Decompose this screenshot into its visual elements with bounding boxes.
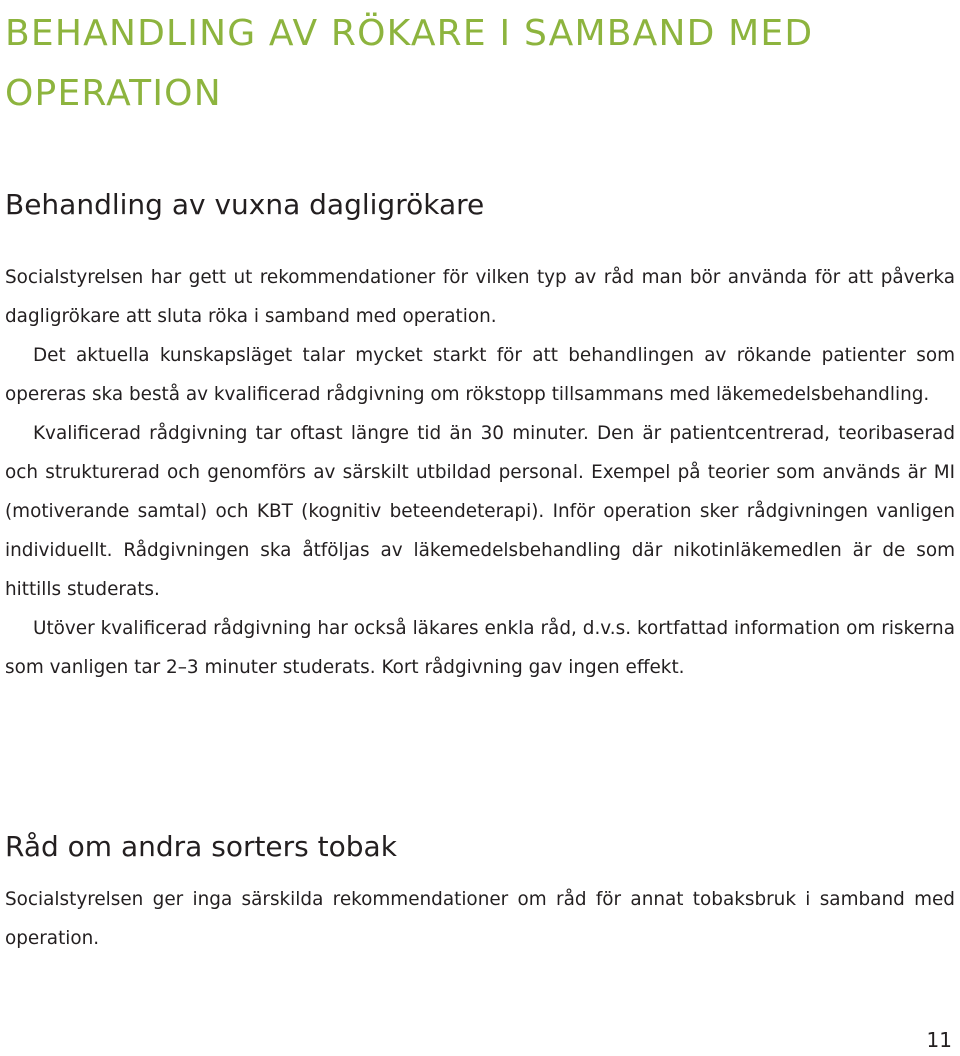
paragraph: Socialstyrelsen ger inga särskilda rekommendationer om råd för annat tobaksbruk i samband med operation. <box>5 889 955 949</box>
section-body-andra-tobak <box>5 880 955 958</box>
paragraph: Kvalificerad rådgivning tar oftast längre tid än 30 minuter. Den är patientcentrerad, teoribaserad och strukturerad och genomförs av särskilt utbildad personal. Exempel på teorier som används är MI (motiverande samtal) och KBT (kognitiv beteendeterapi). Inför operation sker rådgivningen vanligen individuellt. Rådgivningen ska åtföljas av läkemedelsbehandling där nikotinläkemedlen är de som hittills studerats. <box>5 423 955 600</box>
paragraph: Det aktuella kunskapsläget talar mycket starkt för att behandlingen av rökande patienter som opereras ska bestå av kvalificerad rådgivning om rökstopp tillsammans med läkemedelsbehandling. <box>5 345 955 405</box>
paragraph: Utöver kvalificerad rådgivning har också läkares enkla råd, d.v.s. kortfattad information om riskerna som vanligen tar 2–3 minuter studerats. Kort rådgivning gav ingen effekt. <box>5 618 955 678</box>
page-title: BEHANDLING AV RÖKARE I SAMBAND MED OPERATION <box>5 13 814 114</box>
paragraph: Socialstyrelsen har gett ut rekommendationer för vilken typ av råd man bör använda för att påverka dagligrökare att sluta röka i samband med operation. <box>5 267 955 327</box>
section-heading-andra-tobak: Råd om andra sorters tobak <box>5 830 397 863</box>
section-heading-behandling: Behandling av vuxna dagligrökare <box>5 188 485 221</box>
section-body-behandling <box>5 258 955 687</box>
page-number: 11 <box>926 1028 952 1052</box>
